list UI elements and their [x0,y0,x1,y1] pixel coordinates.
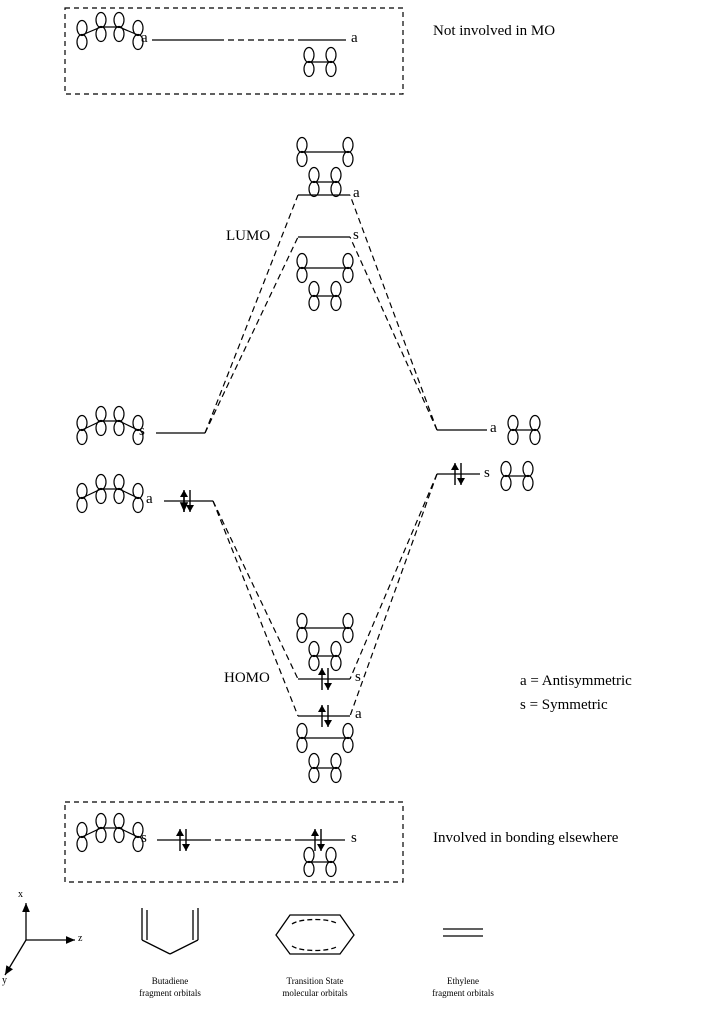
axis-z-label: z [78,933,83,944]
caption-butadiene-line2: fragment orbitals [139,988,201,998]
involved-elsewhere-note: Involved in bonding elsewhere [433,830,619,846]
caption-ethylene-line1: Ethylene [447,976,479,986]
butadiene-structure [142,908,198,954]
lumo-label: LUMO [226,228,271,244]
transition-state-structure [276,915,354,954]
ts-lower-s-symmetry: s [355,669,361,685]
ts-lower-a-symmetry: a [355,706,362,722]
ts-upper-s-orbital [297,254,353,311]
ts-lower-a-orbital [297,724,353,783]
ethylene-a-symmetry: a [490,420,497,436]
butadiene-s-symmetry: s [139,423,145,439]
bottom-box-left-symmetry: s [141,830,147,846]
not-involved-note: Not involved in MO [433,23,556,39]
bottom-box-right-symmetry: s [351,830,357,846]
butadiene-a-group [77,475,213,513]
caption-butadiene-line1: Butadiene [151,976,189,986]
ethylene-structure [443,929,483,936]
ethylene-a-group [437,416,540,445]
caption-ethylene-line2: fragment orbitals [432,988,494,998]
axis-x-label: x [18,889,23,900]
homo-label: HOMO [224,670,270,686]
axis-y-label: y [2,975,7,986]
axis-triad [5,903,75,975]
ts-upper-a-symmetry: a [353,185,360,201]
caption-ts-line2: molecular orbitals [282,988,348,998]
butadiene-a-symmetry: a [146,491,153,507]
top-box-left-symmetry: a [141,30,148,46]
legend-symmetric: s = Symmetric [520,697,608,713]
ts-lower-s-orbital [297,614,353,671]
caption-ts-line1: Transition State [286,976,344,986]
ts-upper-a-orbital [297,138,353,197]
legend-antisymmetric: a = Antisymmetric [520,673,632,689]
correlation-lines [205,195,437,716]
ethylene-s-symmetry: s [484,465,490,481]
ts-upper-s-symmetry: s [353,227,359,243]
top-box-group [65,8,403,94]
top-box-right-symmetry: a [351,30,358,46]
